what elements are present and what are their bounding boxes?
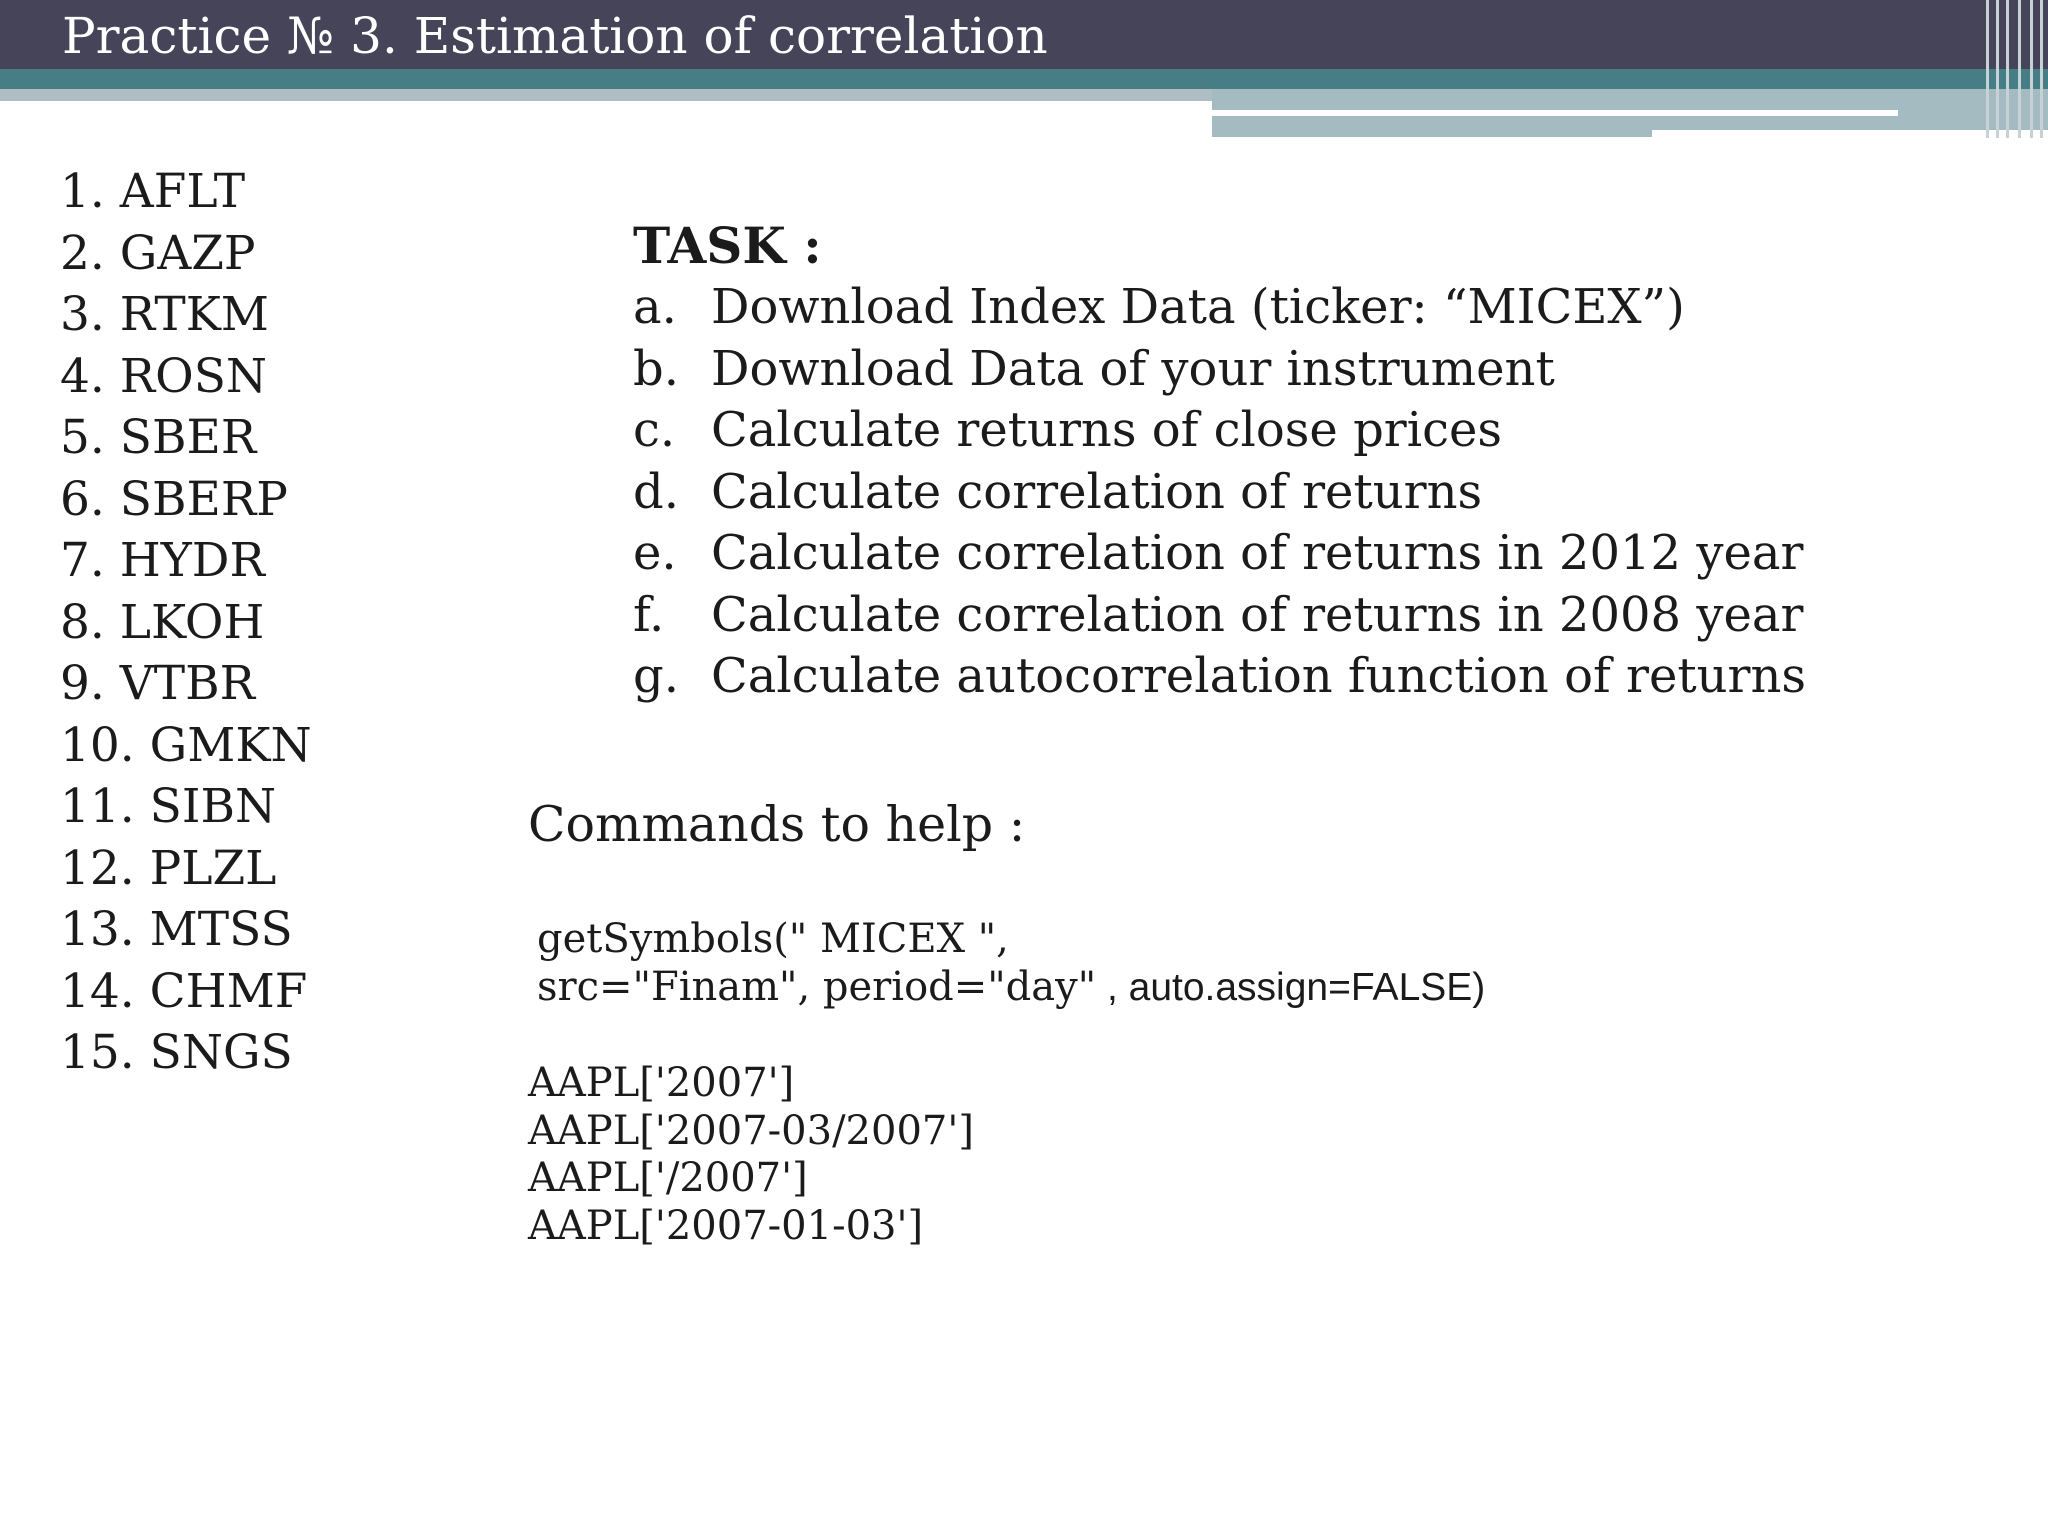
teal-decor-strip (0, 69, 2048, 89)
task-item-text: Calculate correlation of returns in 2008 year (711, 586, 1804, 643)
ticker-item: 1. AFLT (60, 164, 246, 219)
task-item-text: Calculate correlation of returns (711, 463, 1483, 520)
task-item-text: Calculate returns of close prices (711, 402, 1503, 458)
task-item (633, 585, 2033, 647)
code-line: AAPL['2007-01-03'] (528, 1202, 924, 1249)
ticker-item: 11. SIBN (60, 779, 277, 834)
task-item-letter: c. (633, 402, 676, 458)
decor-line (1212, 110, 1898, 116)
task-item-letter: e. (633, 525, 677, 581)
ticker-item: 5. SBER (60, 410, 257, 465)
task-item (633, 523, 2033, 585)
ticker-item: 12. PLZL (60, 840, 277, 896)
task-section (633, 215, 2033, 708)
task-item-letter: f. (633, 586, 665, 643)
task-item (633, 339, 2033, 401)
code-line: AAPL['2007'] (528, 1060, 795, 1106)
task-heading: TASK : (633, 216, 822, 275)
task-item (633, 462, 2033, 524)
code-fragment: , auto.assign=FALSE) (1096, 966, 1486, 1009)
ticker-item: 13. MTSS (60, 902, 293, 957)
ticker-item: 7. HYDR (60, 533, 265, 588)
ticker-item: 8. LKOH (60, 594, 265, 650)
task-item (633, 400, 2033, 462)
code-line: AAPL['/2007'] (528, 1155, 808, 1201)
task-item-letter: d. (633, 463, 679, 520)
code-line: getSymbols(" MICEX ", (537, 916, 1009, 962)
task-item-text: Download Data of your instrument (711, 340, 1555, 397)
ticker-item: 6. SBERP (60, 471, 288, 527)
slide-title: Practice № 3. Estimation of correlation (62, 7, 1048, 65)
gray-decor-strip-left (0, 89, 1212, 101)
task-item (633, 646, 2033, 708)
code-fragment: src="Finam", period="day" (537, 964, 1097, 1010)
commands-heading: Commands to help : (528, 796, 1026, 853)
ticker-item: 14. CHMF (60, 963, 308, 1019)
ticker-item: 9. VTBR (60, 656, 255, 711)
task-item (633, 277, 2033, 339)
ticker-list (60, 161, 312, 1084)
decor-vertical-stripes (1984, 0, 2048, 138)
task-item-letter: g. (633, 648, 679, 704)
getsymbols-code (537, 915, 1485, 1012)
code-line: AAPL['2007-03/2007'] (528, 1107, 974, 1154)
ticker-item: 10. GMKN (60, 717, 312, 773)
code-line (537, 963, 1485, 1012)
task-item-letter: b. (633, 340, 679, 397)
ticker-item: 3. RTKM (60, 287, 269, 342)
task-item-letter: a. (633, 279, 677, 335)
ticker-item: 4. ROSN (60, 348, 268, 404)
task-list (633, 277, 2033, 708)
task-item-text: Calculate autocorrelation function of returns (711, 648, 1807, 704)
ticker-item: 2. GAZP (60, 225, 256, 281)
ticker-item: 15. SNGS (60, 1025, 293, 1080)
task-item-text: Download Index Data (ticker: “MICEX”) (711, 279, 1685, 335)
aapl-examples (528, 1060, 974, 1250)
task-item-text: Calculate correlation of returns in 2012 year (711, 525, 1804, 581)
